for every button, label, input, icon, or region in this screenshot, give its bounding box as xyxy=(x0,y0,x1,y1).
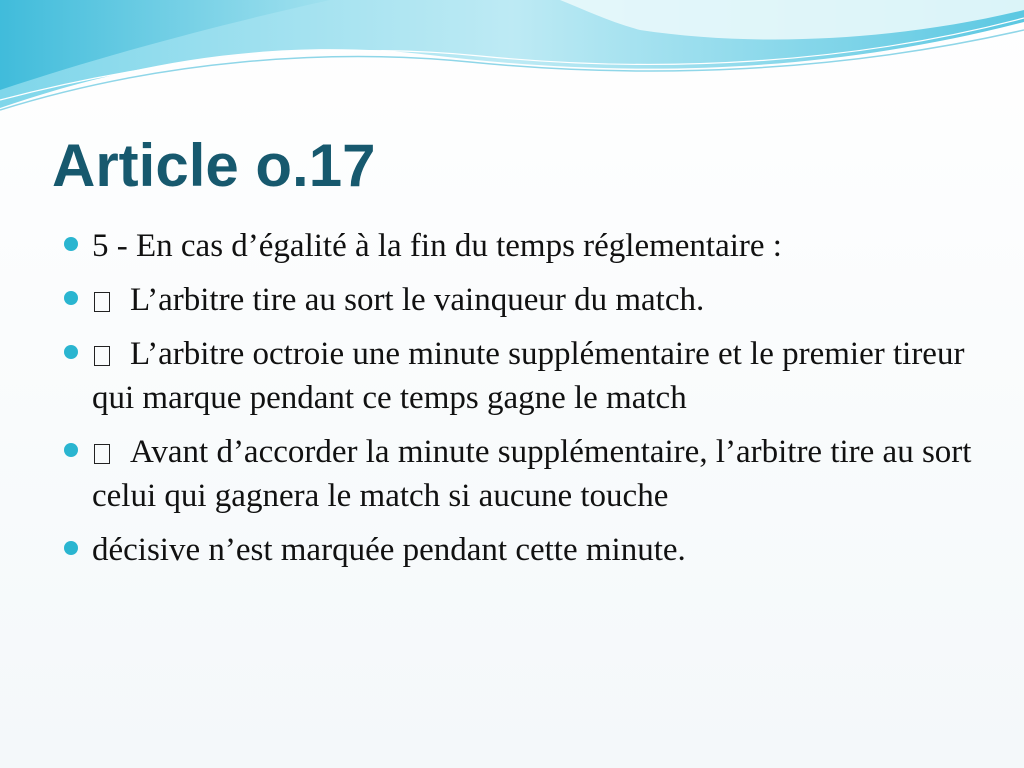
list-item xyxy=(62,278,982,322)
filled-circle-bullet-icon xyxy=(64,237,78,251)
slide-title: Article o.17 xyxy=(52,132,376,199)
list-item-text: Avant d’accorder la minute supplémentaire, l’arbitre tire au sort celui qui gagnera le match si aucune touche xyxy=(92,434,972,514)
filled-circle-bullet-icon xyxy=(64,291,78,305)
filled-circle-bullet-icon xyxy=(64,443,78,457)
filled-circle-bullet-icon xyxy=(64,541,78,555)
list-item xyxy=(62,332,982,420)
list-item-text: L’arbitre tire au sort le vainqueur du match. xyxy=(130,282,705,318)
list-item-text: décisive n’est marquée pendant cette minute. xyxy=(92,532,686,568)
header-wave-decoration xyxy=(0,0,1024,120)
list-item xyxy=(62,224,982,268)
filled-circle-bullet-icon xyxy=(64,345,78,359)
missing-glyph-box-icon xyxy=(94,292,110,312)
bullet-list xyxy=(62,224,982,582)
missing-glyph-box-icon xyxy=(94,346,110,366)
list-item-text: L’arbitre octroie une minute supplémentaire et le premier tireur qui marque pendant ce temps gagne le match xyxy=(92,336,965,416)
list-item-text: 5 - En cas d’égalité à la fin du temps réglementaire : xyxy=(92,228,782,264)
list-item xyxy=(62,430,982,518)
missing-glyph-box-icon xyxy=(94,444,110,464)
list-item xyxy=(62,528,982,572)
